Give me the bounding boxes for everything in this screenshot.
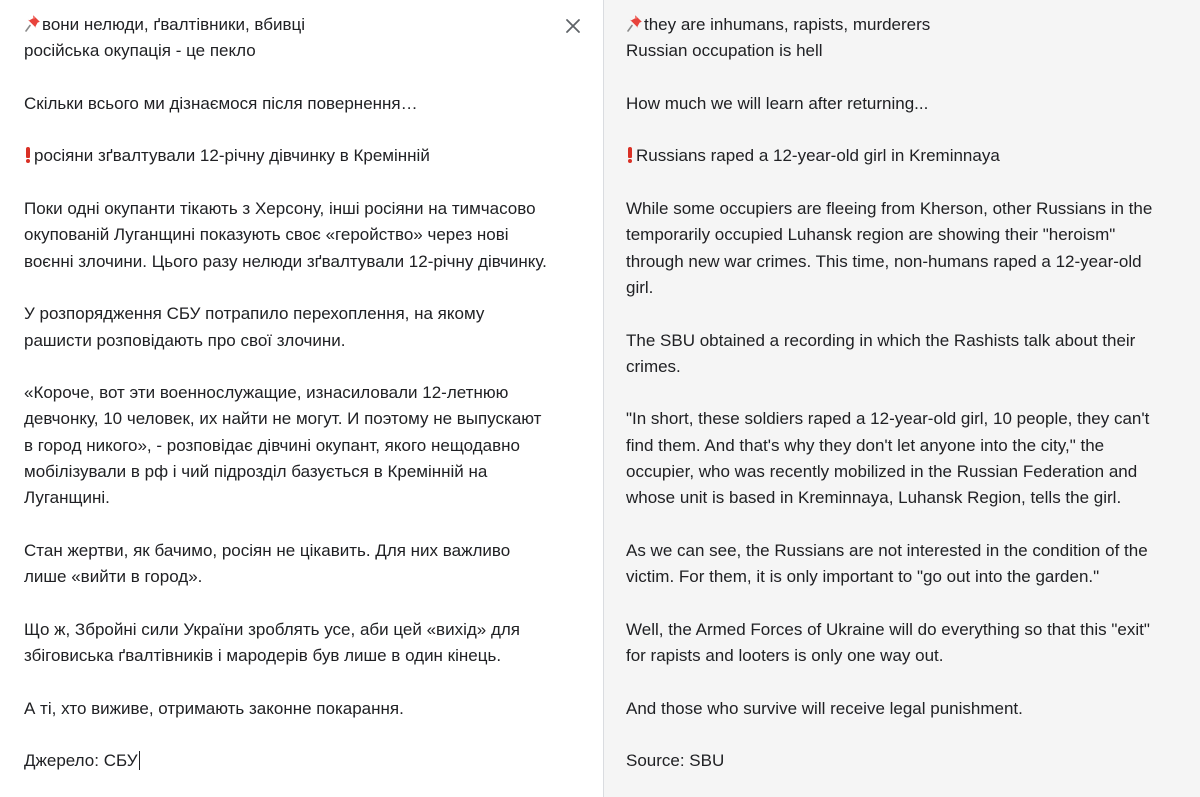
paragraph-text: How much we will learn after returning... [626, 93, 929, 113]
paragraph-text: And those who survive will receive legal punishment. [626, 698, 1023, 718]
text-paragraph [626, 328, 1161, 381]
paragraph-gap [24, 512, 554, 538]
text-paragraph [626, 143, 1161, 169]
text-paragraph [24, 380, 554, 511]
exclamation-icon [24, 146, 32, 164]
paragraph-text: російська окупація - це пекло [24, 41, 256, 61]
paragraph-gap [626, 170, 1161, 196]
paragraph-text: "In short, these soldiers raped a 12-year-old girl, 10 people, they can't find them. And that's why they don't let anyone into the city," the occupier, who was recently mobilized in the Russian Federation and whose unit is based in Kreminnaya, Luhansk Region, tells the girl. [626, 409, 1155, 508]
text-paragraph [24, 91, 554, 117]
paragraph-gap [626, 512, 1161, 538]
paragraph-gap [24, 65, 554, 91]
source-text-input[interactable] [24, 12, 554, 775]
clear-source-button[interactable] [561, 14, 585, 38]
close-icon [564, 17, 582, 35]
paragraph-text: Стан жертви, як бачимо, росіян не цікавить. Для них важливо лише «вийти в город». [24, 540, 515, 587]
paragraph-gap [626, 301, 1161, 327]
paragraph-gap [626, 669, 1161, 695]
paragraph-text: they are inhumans, rapists, murderers [644, 15, 931, 34]
text-cursor [139, 751, 140, 770]
text-paragraph [626, 748, 1161, 774]
text-paragraph [24, 301, 554, 354]
text-paragraph [24, 12, 554, 38]
paragraph-text: Поки одні окупанти тікають з Херсону, інші росіяни на тимчасово окупованій Луганщині показують своє «геройство» через нові воєнні злочини. Цього разу нелюди зґвалтували 12-річну дівчинку. [24, 199, 547, 271]
paragraph-gap [24, 591, 554, 617]
paragraph-gap [24, 170, 554, 196]
translation-pane [604, 0, 1200, 797]
text-paragraph [24, 617, 554, 670]
text-paragraph [626, 538, 1161, 591]
exclamation-icon [626, 146, 634, 164]
paragraph-gap [24, 117, 554, 143]
text-paragraph [24, 696, 554, 722]
text-paragraph [626, 617, 1161, 670]
text-paragraph [24, 143, 554, 169]
text-paragraph [24, 38, 554, 64]
paragraph-gap [24, 275, 554, 301]
paragraph-gap [626, 65, 1161, 91]
paragraph-text: Source: SBU [626, 751, 725, 771]
paragraph-text: У розпорядження СБУ потрапило перехоплення, на якому рашисти розповідають про свої злочини. [24, 304, 490, 350]
paragraph-text: As we can see, the Russians are not interested in the condition of the victim. For them, it is only important to "go out into the garden." [626, 540, 1153, 587]
paragraph-gap [626, 722, 1161, 748]
paragraph-text: Well, the Armed Forces of Ukraine will do everything so that this "exit" for rapists and looters is only one way out. [626, 619, 1155, 666]
text-paragraph [24, 538, 554, 591]
paragraph-text: вони нелюди, ґвалтівники, вбивці [42, 15, 306, 34]
paragraph-gap [626, 591, 1161, 617]
paragraph-text: While some occupiers are fleeing from Kherson, other Russians in the temporarily occupied Luhansk region are showing their "heroism" through new war crimes. This time, non-humans raped a 12-year-old girl. [626, 199, 1158, 297]
paragraph-gap [24, 722, 554, 748]
paragraph-text: Що ж, Збройні сили України зроблять усе, аби цей «вихід» для збіговиська ґвалтівників і мародерів був лише в один кінець. [24, 619, 525, 666]
paragraph-gap [24, 669, 554, 695]
paragraph-gap [24, 354, 554, 380]
paragraph-text: Скільки всього ми дізнаємося після повернення… [24, 93, 418, 113]
pushpin-icon [24, 14, 41, 32]
paragraph-text: The SBU obtained a recording in which the Rashists talk about their crimes. [626, 330, 1141, 376]
pushpin-icon [626, 14, 643, 32]
text-paragraph [626, 196, 1161, 301]
text-paragraph [626, 406, 1161, 511]
text-paragraph [626, 696, 1161, 722]
text-paragraph [626, 38, 1161, 64]
translation-text [626, 12, 1161, 775]
paragraph-text: «Короче, вот эти военнослужащие, изнасиловали 12-летнюю девчонку, 10 человек, их найти не могут. И поэтому не выпускают в город никого», - розповідає дівчині окупант, якого нещодавно мобілізували в рф і чий підрозділ базується в Кремінній на Луганщині. [24, 383, 547, 508]
paragraph-text: Russians raped a 12-year-old girl in Kreminnaya [636, 146, 1000, 166]
text-paragraph [626, 91, 1161, 117]
paragraph-gap [626, 117, 1161, 143]
paragraph-text: Russian occupation is hell [626, 41, 823, 61]
paragraph-text: А ті, хто виживе, отримають законне покарання. [24, 698, 404, 718]
text-paragraph [24, 196, 554, 275]
paragraph-text: росіяни зґвалтували 12-річну дівчинку в Кремінній [34, 146, 430, 166]
paragraph-gap [626, 380, 1161, 406]
paragraph-text: Джерело: СБУ [24, 751, 138, 771]
text-paragraph [24, 748, 554, 774]
text-paragraph [626, 12, 1161, 38]
